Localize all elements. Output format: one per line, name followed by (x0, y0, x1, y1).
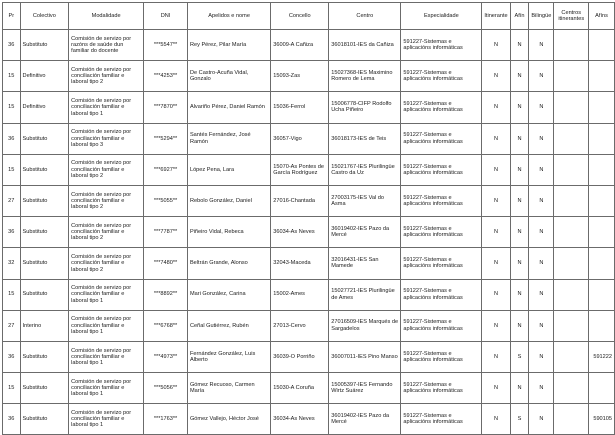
cell-colectivo: Substituto (20, 373, 69, 404)
table-row (3, 248, 615, 279)
cell-centros-itinerantes (554, 279, 589, 310)
cell-afins (589, 154, 615, 185)
header-row (3, 3, 615, 30)
cell-colectivo: Interino (20, 310, 69, 341)
cell-centros-itinerantes (554, 404, 589, 435)
cell-afins (589, 310, 615, 341)
cell-bilingue: N (529, 185, 554, 216)
cell-centros-itinerantes (554, 61, 589, 92)
cell-dni: ***7870** (144, 92, 188, 123)
cell-bilingue: N (529, 154, 554, 185)
cell-apelidos-nome: Santés Fernández, José Ramón (187, 123, 270, 154)
cell-afin: N (510, 373, 529, 404)
cell-centros-itinerantes (554, 30, 589, 61)
cell-modalidade: Comisión de servizo por conciliación familiar e laboral tipo 1 (69, 404, 144, 435)
cell-dni: ***4973** (144, 341, 188, 372)
header-centros-itinerantes: Centros itinerantes (554, 3, 589, 30)
cell-colectivo: Substituto (20, 154, 69, 185)
cell-colectivo: Substituto (20, 185, 69, 216)
cell-pr: 15 (3, 61, 21, 92)
cell-afins: 591222 (589, 341, 615, 372)
cell-pr: 36 (3, 217, 21, 248)
cell-modalidade: Comisión de servizo por conciliación familiar e laboral tipo 2 (69, 217, 144, 248)
table-row (3, 185, 615, 216)
table-row (3, 217, 615, 248)
cell-concello: 27013-Cervo (271, 310, 329, 341)
cell-especialidade: 591227-Sistemas e aplicacións informáticas (401, 373, 482, 404)
cell-afins (589, 373, 615, 404)
cell-afins (589, 92, 615, 123)
cell-centro: 15005397-IES Fernando Wirtz Suárez (329, 373, 401, 404)
cell-dni: ***5055** (144, 185, 188, 216)
cell-centros-itinerantes (554, 92, 589, 123)
cell-especialidade: 591227-Sistemas e aplicacións informáticas (401, 61, 482, 92)
cell-apelidos-nome: Rey Pérez, Pilar María (187, 30, 270, 61)
cell-bilingue: N (529, 61, 554, 92)
cell-concello: 36034-As Neves (271, 404, 329, 435)
cell-colectivo: Substituto (20, 279, 69, 310)
cell-modalidade: Comisión de servizo por conciliación familiar e laboral tipo 2 (69, 61, 144, 92)
cell-bilingue: N (529, 248, 554, 279)
cell-modalidade: Comisión de servizo por conciliación familiar e laboral tipo 2 (69, 248, 144, 279)
cell-centro: 15027721-IES Plurilingüe de Ames (329, 279, 401, 310)
cell-colectivo: Substituto (20, 30, 69, 61)
cell-centro: 36019402-IES Pazo da Mercé (329, 217, 401, 248)
header-colectivo: Colectivo (20, 3, 69, 30)
cell-centros-itinerantes (554, 341, 589, 372)
cell-pr: 27 (3, 185, 21, 216)
cell-afin: N (510, 185, 529, 216)
cell-pr: 36 (3, 404, 21, 435)
cell-modalidade: Comisión de servizo por conciliación familiar e laboral tipo 2 (69, 154, 144, 185)
table-row (3, 30, 615, 61)
cell-dni: ***6927** (144, 154, 188, 185)
cell-apelidos-nome: Gómez Vallejo, Héctor José (187, 404, 270, 435)
cell-centros-itinerantes (554, 154, 589, 185)
cell-centro: 36018173-IES de Teis (329, 123, 401, 154)
cell-modalidade: Comisión de servizo por conciliación familiar e laboral tipo 1 (69, 373, 144, 404)
cell-concello: 15093-Zas (271, 61, 329, 92)
cell-dni: ***8892** (144, 279, 188, 310)
cell-colectivo: Substituto (20, 248, 69, 279)
cell-concello: 36039-O Porriño (271, 341, 329, 372)
cell-apelidos-nome: De Castro-Acuña Vidal, Gonzalo (187, 61, 270, 92)
cell-concello: 15030-A Coruña (271, 373, 329, 404)
cell-afins (589, 61, 615, 92)
table-row (3, 341, 615, 372)
cell-pr: 15 (3, 154, 21, 185)
cell-colectivo: Substituto (20, 404, 69, 435)
table-body (3, 30, 615, 435)
cell-apelidos-nome: Piñeiro Vidal, Rebeca (187, 217, 270, 248)
cell-dni: ***4253** (144, 61, 188, 92)
cell-apelidos-nome: Fernández González, Luis Alberto (187, 341, 270, 372)
cell-bilingue: N (529, 123, 554, 154)
cell-bilingue: N (529, 404, 554, 435)
header-afin: Afín (510, 3, 529, 30)
header-modalidade: Modalidade (69, 3, 144, 30)
cell-afin: N (510, 30, 529, 61)
cell-centro: 15021767-IES Plurilingüe Castro da Uz (329, 154, 401, 185)
header-itinerante: Itinerante (482, 3, 510, 30)
table-row (3, 373, 615, 404)
cell-concello: 32043-Maceda (271, 248, 329, 279)
cell-centro: 27003175-IES Val do Asma (329, 185, 401, 216)
cell-pr: 36 (3, 30, 21, 61)
header-centro: Centro (329, 3, 401, 30)
cell-apelidos-nome: Gómez Recuoso, Carmen María (187, 373, 270, 404)
header-dni: DNI (144, 3, 188, 30)
cell-itinerante: N (482, 248, 510, 279)
cell-centros-itinerantes (554, 310, 589, 341)
cell-afins (589, 248, 615, 279)
table-row (3, 279, 615, 310)
cell-afins: 590105 (589, 404, 615, 435)
assignments-table (2, 2, 615, 435)
cell-concello: 15002-Ames (271, 279, 329, 310)
cell-centro: 36018101-IES da Cañiza (329, 30, 401, 61)
header-pr: Pr (3, 3, 21, 30)
cell-modalidade: Comisión de servizo por conciliación familiar e laboral tipo 1 (69, 92, 144, 123)
cell-afins (589, 279, 615, 310)
cell-colectivo: Substituto (20, 341, 69, 372)
cell-afin: N (510, 310, 529, 341)
cell-itinerante: N (482, 217, 510, 248)
cell-apelidos-nome: Alvariño Pérez, Daniel Ramón (187, 92, 270, 123)
cell-dni: ***5056** (144, 373, 188, 404)
cell-pr: 15 (3, 92, 21, 123)
cell-pr: 15 (3, 279, 21, 310)
cell-afin: N (510, 217, 529, 248)
cell-pr: 36 (3, 341, 21, 372)
cell-especialidade: 591227-Sistemas e aplicacións informáticas (401, 279, 482, 310)
cell-afins (589, 30, 615, 61)
cell-bilingue: N (529, 279, 554, 310)
cell-colectivo: Definitivo (20, 92, 69, 123)
cell-modalidade: Comisión de servizo por conciliación familiar e laboral tipo 1 (69, 341, 144, 372)
cell-itinerante: N (482, 404, 510, 435)
cell-afin: N (510, 279, 529, 310)
cell-itinerante: N (482, 92, 510, 123)
table-row (3, 154, 615, 185)
cell-itinerante: N (482, 310, 510, 341)
cell-afin: N (510, 123, 529, 154)
cell-afin: S (510, 341, 529, 372)
table-row (3, 61, 615, 92)
cell-especialidade: 591227-Sistemas e aplicacións informáticas (401, 154, 482, 185)
cell-centro: 27016509-IES Marqués de Sargadelos (329, 310, 401, 341)
table-row (3, 404, 615, 435)
cell-itinerante: N (482, 185, 510, 216)
cell-centro: 15027368-IES Maximino Romero de Lema (329, 61, 401, 92)
cell-apelidos-nome: Ceñal Gutiérrez, Rubén (187, 310, 270, 341)
cell-bilingue: N (529, 30, 554, 61)
cell-concello: 36057-Vigo (271, 123, 329, 154)
cell-centro: 32016431-IES San Mamede (329, 248, 401, 279)
cell-bilingue: N (529, 217, 554, 248)
header-concello: Concello (271, 3, 329, 30)
cell-pr: 27 (3, 310, 21, 341)
header-bilingue: Bilingüe (529, 3, 554, 30)
cell-centro: 15006778-CIFP Rodolfo Ucha Piñeiro (329, 92, 401, 123)
cell-itinerante: N (482, 373, 510, 404)
cell-especialidade: 591227-Sistemas e aplicacións informáticas (401, 248, 482, 279)
cell-centro: 36007011-IES Pino Manso (329, 341, 401, 372)
cell-afin: S (510, 404, 529, 435)
header-especialidade: Especialidade (401, 3, 482, 30)
cell-dni: ***6768** (144, 310, 188, 341)
cell-dni: ***1763** (144, 404, 188, 435)
cell-centros-itinerantes (554, 373, 589, 404)
cell-centros-itinerantes (554, 123, 589, 154)
cell-itinerante: N (482, 279, 510, 310)
cell-afins (589, 217, 615, 248)
cell-pr: 36 (3, 123, 21, 154)
cell-bilingue: N (529, 92, 554, 123)
cell-dni: ***5294** (144, 123, 188, 154)
document-page (2, 2, 615, 435)
cell-bilingue: N (529, 373, 554, 404)
cell-modalidade: Comisión de servizo por razóns de saúde dun familiar do docente (69, 30, 144, 61)
cell-itinerante: N (482, 123, 510, 154)
cell-especialidade: 591227-Sistemas e aplicacións informáticas (401, 404, 482, 435)
cell-apelidos-nome: Rebolo González, Daniel (187, 185, 270, 216)
cell-pr: 15 (3, 373, 21, 404)
cell-concello: 27016-Chantada (271, 185, 329, 216)
cell-concello: 36009-A Cañiza (271, 30, 329, 61)
cell-especialidade: 591227-Sistemas e aplicacións informáticas (401, 123, 482, 154)
cell-modalidade: Comisión de servizo por conciliación familiar e laboral tipo 2 (69, 185, 144, 216)
cell-especialidade: 591227-Sistemas e aplicacións informáticas (401, 185, 482, 216)
cell-apelidos-nome: Beltrán Grande, Alonso (187, 248, 270, 279)
cell-centros-itinerantes (554, 185, 589, 216)
cell-afins (589, 123, 615, 154)
cell-apelidos-nome: López Pena, Lara (187, 154, 270, 185)
cell-colectivo: Definitivo (20, 61, 69, 92)
table-row (3, 310, 615, 341)
cell-bilingue: N (529, 341, 554, 372)
cell-itinerante: N (482, 154, 510, 185)
cell-dni: ***7787** (144, 217, 188, 248)
cell-itinerante: N (482, 341, 510, 372)
cell-colectivo: Substituto (20, 217, 69, 248)
cell-bilingue: N (529, 310, 554, 341)
cell-afin: N (510, 154, 529, 185)
cell-dni: ***5547** (144, 30, 188, 61)
cell-especialidade: 591227-Sistemas e aplicacións informáticas (401, 92, 482, 123)
cell-afin: N (510, 248, 529, 279)
cell-modalidade: Comisión de servizo por conciliación familiar e laboral tipo 3 (69, 123, 144, 154)
cell-centros-itinerantes (554, 248, 589, 279)
cell-centros-itinerantes (554, 217, 589, 248)
cell-especialidade: 591227-Sistemas e aplicacións informáticas (401, 341, 482, 372)
cell-modalidade: Comisión de servizo por conciliación familiar e laboral tipo 1 (69, 279, 144, 310)
table-row (3, 92, 615, 123)
cell-especialidade: 591227-Sistemas e aplicacións informáticas (401, 310, 482, 341)
cell-centro: 36019402-IES Pazo da Mercé (329, 404, 401, 435)
cell-afins (589, 185, 615, 216)
header-apelidos-nome: Apelidos e nome (187, 3, 270, 30)
cell-concello: 36034-As Neves (271, 217, 329, 248)
cell-concello: 15036-Ferrol (271, 92, 329, 123)
cell-especialidade: 591227-Sistemas e aplicacións informáticas (401, 30, 482, 61)
cell-modalidade: Comisión de servizo por conciliación familiar e laboral tipo 1 (69, 310, 144, 341)
cell-pr: 32 (3, 248, 21, 279)
cell-itinerante: N (482, 61, 510, 92)
cell-afin: N (510, 92, 529, 123)
cell-itinerante: N (482, 30, 510, 61)
cell-especialidade: 591227-Sistemas e aplicacións informáticas (401, 217, 482, 248)
cell-colectivo: Substituto (20, 123, 69, 154)
cell-dni: ***7480** (144, 248, 188, 279)
header-afins: Afíns (589, 3, 615, 30)
table-row (3, 123, 615, 154)
cell-apelidos-nome: Mari González, Carina (187, 279, 270, 310)
cell-afin: N (510, 61, 529, 92)
cell-concello: 15070-As Pontes de García Rodríguez (271, 154, 329, 185)
